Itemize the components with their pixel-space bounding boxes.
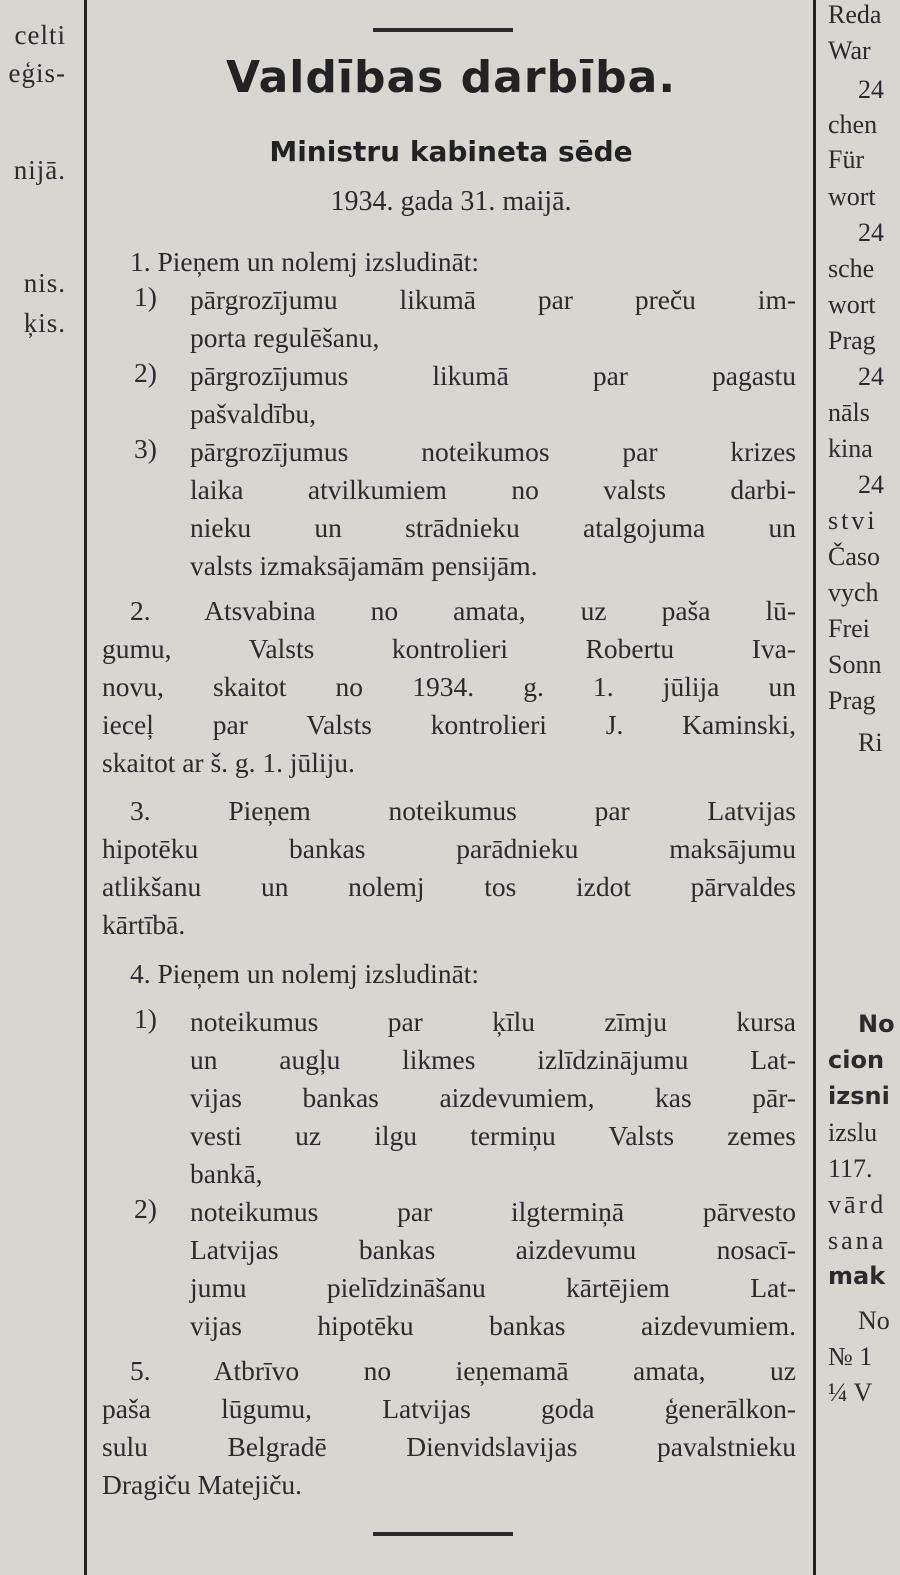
item4-sub1-number: 1) [134,1003,157,1034]
right-bold-line: mak [828,1262,886,1290]
item3-line: hipotēku bankas parādnieku maksājumu [102,833,796,864]
item4-sub1-line: vesti uz ilgu termiņu Valsts zemes [190,1120,796,1151]
item1-sub3-line: laika atvilkumiem no valsts darbi- [190,474,796,505]
item1-sub2-line: pašvaldību, [190,398,317,429]
right-text-line: Ri [858,728,883,757]
item5-line: paša lūgumu, Latvijas goda ģenerālkon- [102,1393,796,1424]
right-text-line: Frei [828,614,870,643]
right-text-line: War [828,36,871,65]
item4-sub2-line: vijas hipotēku bankas aizdevumiem. [190,1310,796,1341]
item2-line: gumu, Valsts kontrolieri Robertu Iva- [102,633,796,664]
right-text-line: 24 [858,362,884,391]
item1-sub3-number: 3) [134,433,157,464]
item3-line: atlikšanu un nolemj tos izdot pārvaldes [102,871,796,902]
item3-line: kārtībā. [102,909,186,940]
right-text-line: chen [828,110,878,139]
item3-line: 3. Pieņem noteikumus par Latvijas [130,795,796,826]
right-text-line: 24 [858,470,884,499]
item2-line: novu, skaitot no 1934. g. 1. jūlija un [102,671,796,702]
right-column [818,0,900,1575]
right-text-line: Časo [828,542,880,571]
item1-intro: 1. Pieņem un nolemj izsludināt: [130,246,480,277]
item5-line: 5. Atbrīvo no ieņemamā amata, uz [130,1355,796,1386]
right-text-line: sche [828,254,875,283]
right-text-line: Prag [828,326,876,355]
item5-line: sulu Belgradē Dienvidslavijas pavalstnieku [102,1431,796,1462]
right-text-line: wort [828,182,876,211]
right-text-line: kina [828,434,873,463]
item1-sub2-line: pārgrozījumus likumā par pagastu [190,360,796,391]
column-rule-right [813,0,816,1575]
item4-sub1-line: un augļu likmes izlīdzinājumu Lat- [190,1044,796,1075]
left-column [0,0,82,1575]
item5-line: Dragiču Matejiču. [102,1469,303,1500]
right-bold-line: izsni [828,1082,890,1110]
item1-sub3-line: nieku un strādnieku atalgojuma un [190,512,796,543]
right-text-line: 117. [828,1154,873,1183]
article-subtitle: Ministru kabineta sēde [269,135,633,168]
separator-top [373,28,513,32]
right-text-line: sana [828,1226,887,1255]
column-rule-left [84,0,87,1575]
right-text-line: stvi [828,506,878,535]
item4-intro: 4. Pieņem un nolemj izsludināt: [130,958,480,989]
item2-line: skaitot ar š. g. 1. jūliju. [102,747,355,778]
right-text-line: Sonn [828,650,882,679]
item4-sub1-line: bankā, [190,1158,263,1189]
left-text-line: nis. [23,268,66,298]
article-title: Valdības darbība. [225,52,677,103]
article [90,0,812,1575]
item1-sub1-line: porta regulēšanu, [190,322,380,353]
item4-sub2-number: 2) [134,1193,157,1224]
item2-line: ieceļ par Valsts kontrolieri J. Kaminski, [102,709,796,740]
item4-sub1-line: noteikumus par ķīlu zīmju kursa [190,1006,796,1037]
right-bold-line: No [858,1010,895,1038]
right-text-line: wort [828,290,876,319]
right-text-line: Für [828,145,865,174]
right-text-line: vych [828,578,879,607]
item2-line: 2. Atsvabina no amata, uz paša lū- [130,595,796,626]
right-text-line: Reda [828,0,882,29]
right-text-line: nāls [828,398,870,427]
item1-sub1-number: 1) [134,281,157,312]
item1-sub3-line: valsts izmaksājamām pensijām. [190,550,538,581]
left-text-line: celti [14,20,66,50]
article-date: 1934. gada 31. maijā. [330,186,572,217]
left-text-line: nijā. [13,155,66,185]
right-text-line: № 1 [828,1342,873,1371]
item4-sub2-line: noteikumus par ilgtermiņā pārvesto [190,1196,796,1227]
right-text-line: ¼ V [828,1378,873,1407]
item4-sub2-line: jumu pielīdzināšanu kārtējiem Lat- [190,1272,796,1303]
right-text-line: 24 [858,75,884,104]
item1-sub3-line: pārgrozījumus noteikumos par krizes [190,436,796,467]
item1-sub1-line: pārgrozījumu likumā par preču im- [190,284,796,315]
right-text-line: 24 [858,218,884,247]
right-text-line: Prag [828,686,876,715]
right-bold-line: cion [828,1046,885,1074]
left-text-line: eģis- [8,58,66,88]
right-text-line: vārd [828,1190,887,1219]
left-text-line: ķis. [23,308,66,338]
right-text-line: No [858,1306,890,1335]
item4-sub2-line: Latvijas bankas aizdevumu nosacī- [190,1234,796,1265]
item4-sub1-line: vijas bankas aizdevumiem, kas pār- [190,1082,796,1113]
right-text-line: izslu [828,1118,878,1147]
item1-sub2-number: 2) [134,357,157,388]
separator-bottom [373,1532,513,1536]
